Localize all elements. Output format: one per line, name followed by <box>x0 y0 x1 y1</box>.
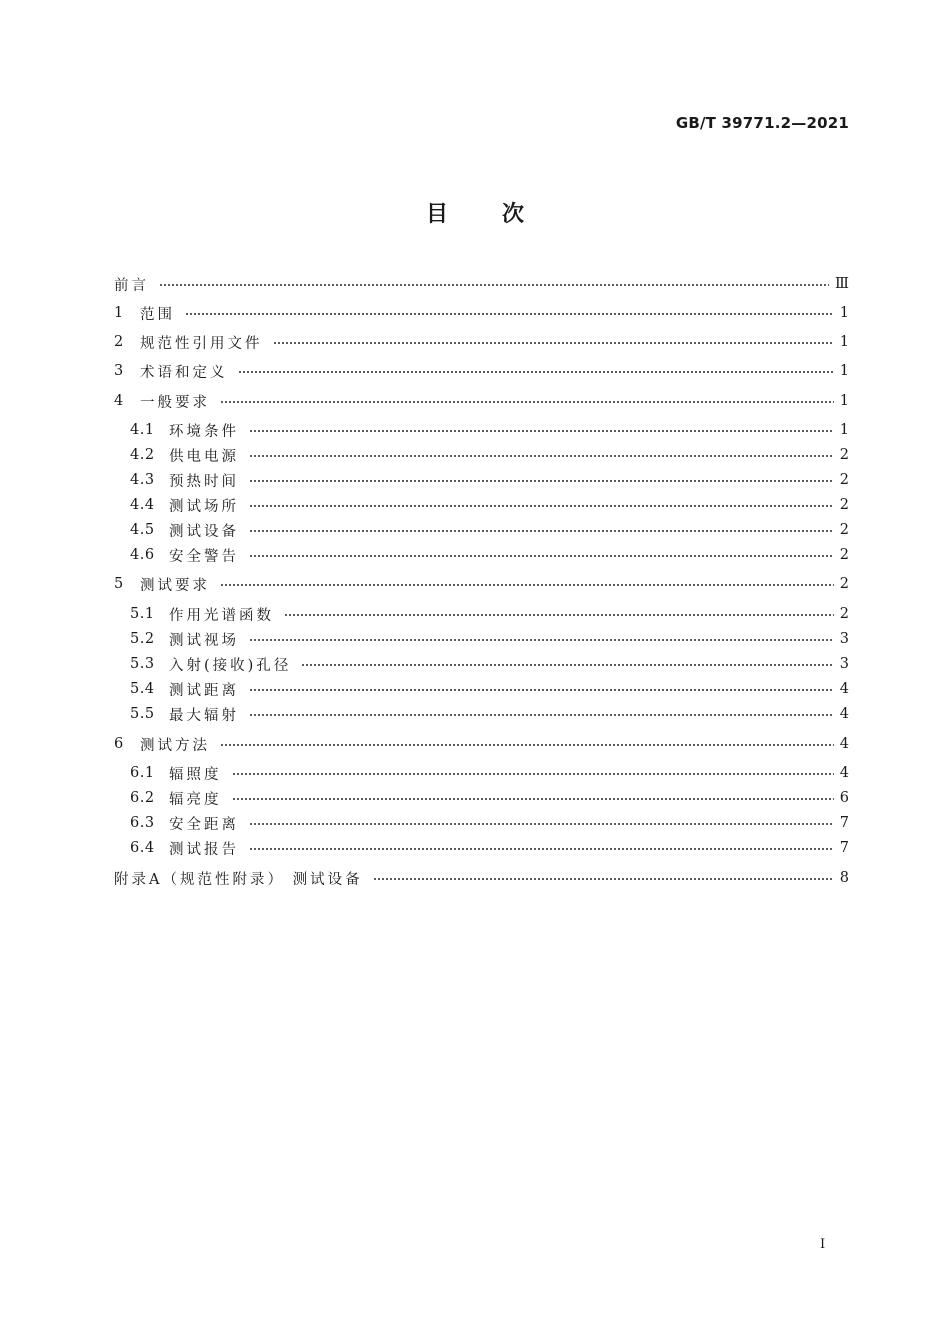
toc-entry-number: 6.4 <box>130 840 155 856</box>
toc-entry-label: 入射(接收)孔径 <box>169 657 292 674</box>
toc-entry-label: 最大辐射 <box>169 707 239 724</box>
toc-entry-label: 安全警告 <box>169 548 239 565</box>
toc-entry-page: 2 <box>839 547 849 563</box>
toc-entry-page: 7 <box>839 815 849 831</box>
toc-entry[interactable] <box>114 360 849 382</box>
toc-entry-label: 测试报告 <box>169 841 239 858</box>
toc-entry-page: 1 <box>839 422 849 438</box>
toc-entry-page: Ⅲ <box>835 276 849 292</box>
toc-entry-page: 1 <box>839 334 849 350</box>
toc-entry-page: 3 <box>839 631 849 647</box>
toc-entry-number: 1 <box>114 305 124 321</box>
dot-leader <box>273 342 834 344</box>
toc-title-char-1: 目 <box>425 202 448 227</box>
toc-entry-number: 4.2 <box>130 447 155 463</box>
toc-entry-label: 辐照度 <box>169 766 222 783</box>
toc-title <box>0 197 950 228</box>
toc-entry[interactable] <box>114 867 849 889</box>
dot-leader <box>249 639 834 641</box>
toc-entry[interactable] <box>130 628 849 650</box>
toc-entry-page: 1 <box>839 393 849 409</box>
toc-entry-page: 8 <box>839 870 849 886</box>
toc-entry-number: 6.2 <box>130 790 155 806</box>
toc-entry-label: 预热时间 <box>169 473 239 490</box>
toc-entry-label: 测试方法 <box>140 737 210 754</box>
toc-entry-label: 前言 <box>114 277 149 294</box>
toc-entry-number: 5.1 <box>130 606 155 622</box>
toc-entry-label: 供电电源 <box>169 448 239 465</box>
toc-entry-number: 6 <box>114 736 124 752</box>
dot-leader <box>249 823 834 825</box>
toc-entry[interactable] <box>130 419 849 441</box>
standard-code: GB/T 39771.2—2021 <box>675 114 849 132</box>
toc-entry[interactable] <box>114 331 849 353</box>
dot-leader <box>220 401 834 403</box>
toc-entry-number: 4.6 <box>130 547 155 563</box>
toc-entry-page: 2 <box>839 522 849 538</box>
toc-entry[interactable] <box>130 837 849 859</box>
toc-entry-label: 辐亮度 <box>169 791 222 808</box>
toc-entry-page: 2 <box>839 606 849 622</box>
toc-entry[interactable] <box>130 469 849 491</box>
dot-leader <box>284 614 834 616</box>
toc-entry-page: 2 <box>839 472 849 488</box>
dot-leader <box>249 430 834 432</box>
toc-entry[interactable] <box>130 544 849 566</box>
toc-entry-page: 2 <box>839 576 849 592</box>
toc-entry[interactable] <box>130 703 849 725</box>
dot-leader <box>249 848 834 850</box>
toc-entry[interactable] <box>130 787 849 809</box>
dot-leader <box>249 689 834 691</box>
dot-leader <box>373 878 834 880</box>
dot-leader <box>159 284 829 286</box>
dot-leader <box>249 480 834 482</box>
toc-entry-number: 3 <box>114 363 124 379</box>
toc-entry[interactable] <box>130 653 849 675</box>
toc-entry-page: 2 <box>839 447 849 463</box>
dot-leader <box>301 664 833 666</box>
toc-entry-number: 4.4 <box>130 497 155 513</box>
toc-entry[interactable] <box>130 678 849 700</box>
toc-entry-label: 规范性引用文件 <box>140 335 263 352</box>
toc-entry-number: 5 <box>114 576 124 592</box>
dot-leader <box>249 505 834 507</box>
toc-entry[interactable] <box>114 733 849 755</box>
toc-entry-number: 5.2 <box>130 631 155 647</box>
toc-entry-label: 术语和定义 <box>140 364 228 381</box>
toc-entry[interactable] <box>114 273 849 295</box>
dot-leader <box>220 584 834 586</box>
toc-entry-number: 2 <box>114 334 124 350</box>
toc-entry[interactable] <box>130 812 849 834</box>
footer-page-number: I <box>820 1237 826 1252</box>
dot-leader <box>249 714 834 716</box>
toc-entry-page: 1 <box>839 305 849 321</box>
toc-entry-page: 6 <box>839 790 849 806</box>
toc-entry-number: 6.3 <box>130 815 155 831</box>
dot-leader <box>249 455 834 457</box>
toc-entry-page: 2 <box>839 497 849 513</box>
toc-entry[interactable] <box>114 302 849 324</box>
toc-entry-label: 测试视场 <box>169 632 239 649</box>
toc-entry-page: 1 <box>839 363 849 379</box>
toc-entry[interactable] <box>114 573 849 595</box>
toc-entry[interactable] <box>130 494 849 516</box>
dot-leader <box>249 555 834 557</box>
dot-leader <box>249 530 834 532</box>
toc-entry-page: 4 <box>839 681 849 697</box>
toc-entry-label: 附录A（规范性附录） 测试设备 <box>114 871 363 888</box>
toc-entry-page: 3 <box>839 656 849 672</box>
toc-entry-label: 测试距离 <box>169 682 239 699</box>
toc-entry-label: 环境条件 <box>169 423 239 440</box>
toc-entry-page: 4 <box>839 706 849 722</box>
toc-entry-label: 测试场所 <box>169 498 239 515</box>
toc-entry[interactable] <box>114 390 849 412</box>
toc-entry-number: 4.3 <box>130 472 155 488</box>
toc-entry-number: 5.4 <box>130 681 155 697</box>
toc-entry-number: 6.1 <box>130 765 155 781</box>
toc-entry[interactable] <box>130 444 849 466</box>
toc-entry-label: 范围 <box>140 306 175 323</box>
dot-leader <box>232 773 834 775</box>
toc-entry[interactable] <box>130 762 849 784</box>
toc-entry-page: 7 <box>839 840 849 856</box>
toc-entry-number: 5.5 <box>130 706 155 722</box>
dot-leader <box>232 798 834 800</box>
dot-leader <box>238 371 834 373</box>
toc-entry-label: 作用光谱函数 <box>169 607 274 624</box>
toc-entry-number: 5.3 <box>130 656 155 672</box>
toc-title-char-2: 次 <box>502 202 525 227</box>
toc-entry-label: 测试要求 <box>140 577 210 594</box>
dot-leader <box>185 313 834 315</box>
toc-entry-label: 安全距离 <box>169 816 239 833</box>
toc-entry-page: 4 <box>839 736 849 752</box>
toc-entry-number: 4 <box>114 393 124 409</box>
toc-entry[interactable] <box>130 519 849 541</box>
toc-entry-label: 测试设备 <box>169 523 239 540</box>
toc-entry-label: 一般要求 <box>140 394 210 411</box>
toc-entry-number: 4.5 <box>130 522 155 538</box>
dot-leader <box>220 744 834 746</box>
toc-entry-page: 4 <box>839 765 849 781</box>
toc-entry[interactable] <box>130 603 849 625</box>
toc-entry-number: 4.1 <box>130 422 155 438</box>
